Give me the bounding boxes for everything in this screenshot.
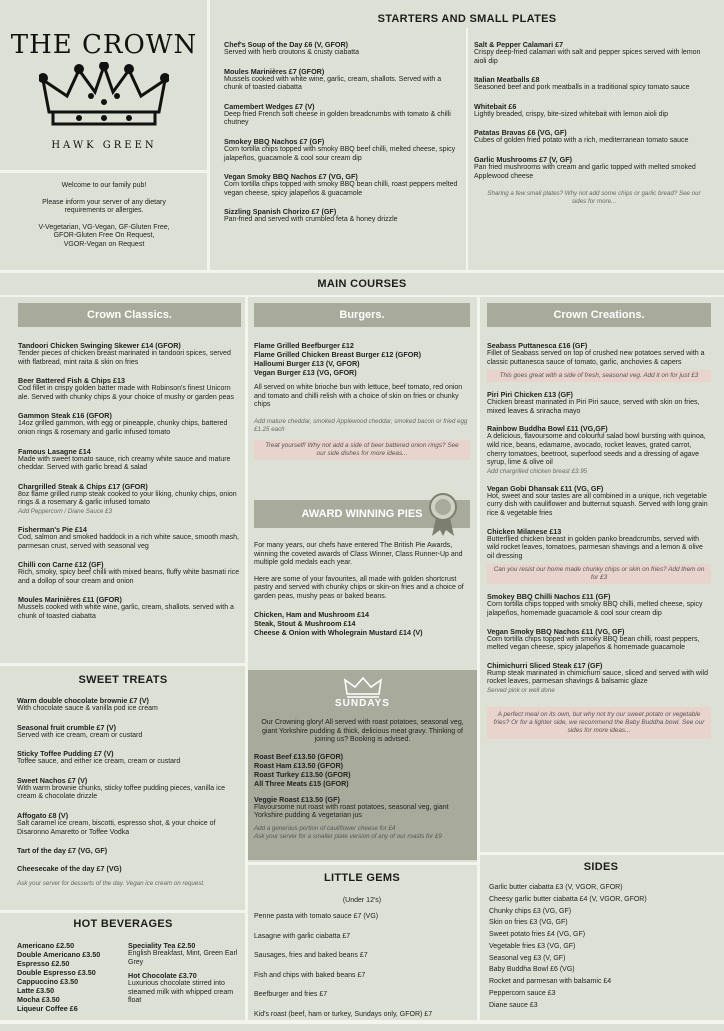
item-title: Piri Piri Chicken £13 (GF) xyxy=(487,390,573,400)
sundays-section xyxy=(248,670,477,860)
veggie-roast-title: Veggie Roast £13.50 (GF) xyxy=(254,794,340,804)
item-title: Smokey BBQ Chilli Nachos £11 (GF) xyxy=(487,592,611,602)
item-desc: Crispy deep-fried calamari with salt and pepper spices served with lemon aioli dip xyxy=(474,49,701,65)
item-title: Patatas Bravas £6 (VG, GF) xyxy=(474,128,567,138)
pie-item: Cheese & Onion with Wholegrain Mustard £14 (V) xyxy=(254,627,423,637)
crown-icon xyxy=(343,676,383,698)
item-title: Sweet Nachos £7 (V) xyxy=(17,775,88,785)
sundays-small-plate: Ask your server for a smaller plate version of any of our roasts for £9 xyxy=(254,832,442,840)
burger-item: Flame Grilled Chicken Breast Burger £12 (GFOR) xyxy=(254,350,421,359)
item-desc: Cubes of golden fried potato with a rich, mediterranean tomato sauce xyxy=(474,137,689,145)
item-desc: A delicious, flavoursome and colourful salad bowl bursting with quinoa, wild rice, beans, edamame, avocado, rocket leaves, grated carrot, cherry tomatoes, beetroot, superfood seeds and a dressing of agave syrup, lime & olive oil xyxy=(487,433,706,467)
side-item: Baby Buddha Bowl £6 (VG) xyxy=(489,966,575,974)
burger-item: Vegan Burger £13 (VG, GFOR) xyxy=(254,368,357,377)
item-desc: Made with sweet tomato sauce, rich creamy white sauce and mature cheddar. Served with garlic bread & salad xyxy=(18,455,231,472)
item-title: Cheesecake of the day £7 (VG) xyxy=(17,864,122,874)
tea-desc: English Breakfast, Mint, Green Earl Grey xyxy=(128,950,238,966)
item-title: Famous Lasagne £14 xyxy=(18,446,91,456)
item-title: Vegan Smoky BBQ Nachos £7 (VG, GF) xyxy=(224,172,358,182)
menu-item xyxy=(487,527,711,585)
hot-bev-specials xyxy=(128,941,240,1006)
pies-desc: Here are some of your favourites, all made with golden shortcrust pastry and served with chunky chips or skin-on fries and a choice of garden peas, mushy peas or baked beans. xyxy=(254,575,464,600)
divider xyxy=(0,170,208,173)
item-addon: Add Peppercorn / Diane Sauce £3 xyxy=(18,507,112,515)
item-title: Chimichurri Sliced Steak £17 (GF) xyxy=(487,660,603,670)
burgers-banner: Burgers. xyxy=(254,303,470,327)
item-title: Chicken Milanese £13 xyxy=(487,526,562,536)
kids-item: Lasagne with garlic ciabatta £7 xyxy=(254,932,351,940)
welcome-info xyxy=(14,182,194,250)
menu-item xyxy=(224,40,460,58)
side-item: Rocket and parmesan with balsamic £4 xyxy=(489,978,612,986)
item-desc: With chocolate sauce & vanilla pod ice cream xyxy=(17,705,158,712)
item-desc: Corn tortilla chips topped with smoky BBQ bean chilli, roast peppers melted vegan cheese, spicy jalapeños & guacamole xyxy=(224,181,458,197)
kids-item: Fish and chips with baked beans £7 xyxy=(254,971,366,979)
item-desc: Corn tortilla chips topped with smoky BBQ beef chilli, melted cheese, spicy jalapeños, guacamole & cool sour cream dip xyxy=(224,145,456,162)
starters-right xyxy=(474,40,714,206)
item-desc: Cod fillet in crispy golden batter made with Robinson's finest Unicorn ale. Served with chunky chips & your choice of mushy or garden peas xyxy=(18,385,234,401)
beverage-item: Double Americano £3.50 xyxy=(17,950,101,959)
item-note: Can you resist our home made chunky chips or skin on fries? Add them on for £3 xyxy=(487,564,711,584)
item-desc: Seasoned beef and pork meatballs in a traditional spicy tomato sauce xyxy=(474,84,690,92)
hot-bev-list xyxy=(17,941,125,1013)
menu-item xyxy=(17,864,239,873)
kids-item: Sausages, fries and baked beans £7 xyxy=(254,952,368,960)
burgers-section xyxy=(254,303,470,460)
item-note: This goes great with a side of fresh, seasonal veg. Add it on for just £3 xyxy=(487,370,711,382)
kids-item: Penne pasta with tomato sauce £7 (VG) xyxy=(254,913,379,920)
beverage-item: Espresso £2.50 xyxy=(17,959,70,968)
menu-item xyxy=(224,102,460,128)
item-title: Sticky Toffee Pudding £7 (V) xyxy=(17,749,114,759)
divider xyxy=(477,297,480,1024)
item-desc: Deep fried French soft cheese in golden breadcrumbs with tomato & chilli chutney xyxy=(224,110,451,127)
item-title: Chef's Soup of the Day £6 (V, GFOR) xyxy=(224,40,349,49)
sides-section xyxy=(489,884,719,1014)
item-desc: Butterflied chicken breast in golden panko breadcrumbs, served with wild rocket leaves, tomatoes, parmesan shavings and a lemon & olive oil dressing xyxy=(487,535,703,560)
burgers-addon: Add mature cheddar, smoked Applewood cheddar, smoked bacon or fried egg £1.25 each xyxy=(254,417,468,433)
crown-icon xyxy=(39,62,169,132)
pies-section xyxy=(254,500,470,637)
item-desc: Fillet of Seabass served on top of crushed new potatoes served with a classic puttanesca sauce of tomato, garlic, anchovies & capers xyxy=(487,350,705,366)
divider xyxy=(0,910,246,913)
classics-section xyxy=(18,303,241,631)
menu-item xyxy=(17,846,239,855)
item-title: Vegan Gobi Dhansak £11 (VG, GF) xyxy=(487,483,604,493)
creations-section xyxy=(487,303,711,739)
little-gems-section xyxy=(254,913,476,1031)
side-item: Sweet potato fries £4 (VG, GF) xyxy=(489,931,586,939)
beverage-item: Mocha £3.50 xyxy=(17,995,60,1004)
divider xyxy=(478,852,724,855)
menu-item xyxy=(224,137,460,163)
award-rosette-icon xyxy=(428,492,458,536)
item-desc: Rich, smoky, spicy beef chilli with mixed beans, fluffy white basmati rice and a dollop of sour cream and onion xyxy=(18,569,240,585)
creations-banner: Crown Creations. xyxy=(487,303,711,327)
item-title: Beer Battered Fish & Chips £13 xyxy=(18,376,126,386)
sundays-addon: Add a generous portion of cauliflower cheese for £4 xyxy=(254,824,396,832)
menu-item xyxy=(474,40,714,66)
side-item: Diane sauce £3 xyxy=(489,1001,538,1009)
menu-item xyxy=(224,172,460,198)
item-title: Affogato £8 (V) xyxy=(17,810,69,820)
item-title: Garlic Mushrooms £7 (V, GF) xyxy=(474,154,572,164)
classics-banner: Crown Classics. xyxy=(18,303,241,327)
legend-text: V-Vegetarian, VG-Vegan, GF-Gluten Free, xyxy=(38,223,170,231)
beverage-item: Cappuccino £3.50 xyxy=(17,977,79,986)
item-title: Whitebait £6 xyxy=(474,101,517,111)
menu-item xyxy=(18,560,241,586)
menu-item xyxy=(487,341,711,382)
beverage-item: Americano £2.50 xyxy=(17,941,75,950)
item-desc: Corn tortilla chips topped with smoky BBQ chilli, melted cheese, spicy jalapeños, homemade guacamole & cool sour cream dip xyxy=(487,601,703,617)
item-desc: Tender pieces of chicken breast marinated in tandoori spices, served with flatbread, mint raita & skin on fries xyxy=(18,350,231,366)
item-title: Gammon Steak £16 (GFOR) xyxy=(18,411,112,421)
item-desc: Chicken breast marinated in Piri Piri sauce, served with skin on fries, mixed leaves & sriracha mayo xyxy=(487,399,700,415)
divider xyxy=(246,862,478,865)
sundays-heading: SUNDAYS xyxy=(335,698,390,709)
item-title: Chilli con Carne £12 (GF) xyxy=(18,560,104,570)
item-title: Chargrilled Steak & Chips £17 (GFOR) xyxy=(18,481,148,491)
pie-item: Steak, Stout & Mushroom £14 xyxy=(254,618,356,628)
side-item: Garlic butter ciabatta £3 (V, VGOR, GFOR) xyxy=(489,884,623,891)
sweets-heading: SWEET TREATS xyxy=(78,674,168,686)
tea-title: Speciality Tea £2.50 xyxy=(128,941,196,950)
beverage-item: Latte £3.50 xyxy=(17,986,55,995)
menu-item xyxy=(17,696,239,714)
burgers-desc: All served on white brioche bun with lettuce, beef tomato, red onion and tomato and chilli relish with a choice of skin on fries or chunky chips xyxy=(254,384,463,409)
item-desc: Toffee sauce, and either ice cream, cream or custard xyxy=(17,758,181,766)
item-title: Italian Meatballs £8 xyxy=(474,75,540,85)
item-title: Seabass Puttanesca £16 (GF) xyxy=(487,341,588,350)
menu-item xyxy=(18,595,241,621)
burger-item: Flame Grilled Beefburger £12 xyxy=(254,341,354,350)
menu-item xyxy=(487,390,711,416)
pies-heading: AWARD WINNING PIES xyxy=(301,508,423,520)
item-title: Smokey BBQ Nachos £7 (GF) xyxy=(224,136,325,146)
side-item: Chunky chips £3 (VG, GF) xyxy=(489,907,572,915)
menu-item xyxy=(487,661,711,695)
menu-item xyxy=(18,411,241,437)
item-title: Salt & Pepper Calamari £7 xyxy=(474,40,564,49)
sides-heading: SIDES xyxy=(583,861,619,873)
side-item: Skin on fries £3 (VG, GF) xyxy=(489,919,568,927)
item-desc: Lightly breaded, crispy, bite-sized whitebait with lemon aioli dip xyxy=(474,110,669,118)
menu-item xyxy=(17,811,239,837)
starters-left xyxy=(224,40,460,234)
item-title: Moules Marinières £7 (GFOR) xyxy=(224,66,325,76)
item-title: Rainbow Buddha Bowl £11 (VG,GF) xyxy=(487,424,608,434)
starters-heading: STARTERS AND SMALL PLATES xyxy=(377,13,557,25)
little-gems-heading: LITTLE GEMS xyxy=(323,872,401,884)
divider xyxy=(0,295,724,297)
hot-choc-desc: Luxurious chocolate stirred into steamed milk with whipped cream float xyxy=(128,980,234,1005)
side-item: Cheesy garlic butter ciabatta £4 (V, VGOR, GFOR) xyxy=(489,895,647,903)
menu-item xyxy=(474,102,714,120)
allergy-text: Please inform your server of any dietary requirements or allergies. xyxy=(42,198,166,215)
kids-item: Beefburger and fries £7 xyxy=(254,991,328,999)
menu-item xyxy=(18,482,241,516)
sundays-desc: Our Crowning glory! All served with roast potatoes, seasonal veg, giant Yorkshire pudding & thick, delicious meat gravy. Thinking of joining us? Booking is advised. xyxy=(261,719,464,744)
item-desc: Corn tortilla chips topped with smoky BBQ bean chilli, roast peppers, melted vegan cheese, spicy jalapeños & homemade guacamole xyxy=(487,635,700,652)
item-desc: Hot, sweet and sour tastes are all combined in a unique, rich vegetable curry dish with cauliflower and butternut squash. Served with long grain rice & vegetable fries xyxy=(487,492,708,517)
starters-note: Sharing a few small plates? Why not add some chips or garlic bread? See our sides for more... xyxy=(487,190,701,206)
item-title: Warm double chocolate brownie £7 (V) xyxy=(17,696,149,705)
side-item: Peppercorn sauce £3 xyxy=(489,990,556,998)
legend-text: VGOR-Vegan on Request xyxy=(63,240,145,248)
kids-item: Kid's roast (beef, ham or turkey, Sundays only, GFOR) £7 xyxy=(254,1010,433,1018)
side-item: Vegetable fries £3 (VG, GF) xyxy=(489,942,576,950)
menu-item xyxy=(17,723,239,741)
side-item: Seasonal veg £3 (V, GF) xyxy=(489,954,566,962)
menu-item xyxy=(18,341,241,367)
menu-item xyxy=(487,484,711,519)
menu-item xyxy=(474,75,714,93)
menu-item xyxy=(17,749,239,767)
roast-item: All Three Meats £15 (GFOR) xyxy=(254,778,349,788)
menu-item xyxy=(487,592,711,618)
menu-item xyxy=(18,447,241,473)
pie-item: Chicken, Ham and Mushroom £14 xyxy=(254,609,370,619)
item-desc: Served with herb croutons & crusty ciabatta xyxy=(224,49,360,56)
roast-item: Roast Ham £13.50 (GFOR) xyxy=(254,760,344,770)
menu-item xyxy=(18,525,241,551)
menu-item xyxy=(487,627,711,653)
menu-item xyxy=(224,207,460,225)
item-desc: Mussels cooked with white wine, garlic, cream, shallots. served with a chunk of toasted ciabatta xyxy=(18,604,234,620)
item-desc: Mussels cooked with white wine, garlic, cream, shallots. Served with a chunk of toasted ciabatta xyxy=(224,75,442,92)
pies-intro: For many years, our chefs have entered The British Pie Awards, winning the coveted awards of Class Winner, Class Runner-Up and multiple gold medals each year. xyxy=(254,542,463,567)
creations-note: A perfect meal on its own, but why not try our sweet potato or vegetable fries? Or for a lighter side, we recommend the Baby Buddha bowl. See our sides for more ideas... xyxy=(487,707,711,739)
sweets-note: Ask your server for desserts of the day. Vegan ice cream on request. xyxy=(17,880,205,888)
item-title: Fisherman's Pie £14 xyxy=(18,524,87,534)
item-title: Seasonal fruit crumble £7 (V) xyxy=(17,722,117,732)
menu-item xyxy=(17,776,239,802)
item-title: Tandoori Chicken Swinging Skewer £14 (GFOR) xyxy=(18,341,181,350)
divider xyxy=(466,28,468,270)
veggie-roast-desc: Flavoursome nut roast with roast potatoes, seasonal veg, giant Yorkshire pudding & vegetarian jus xyxy=(254,803,449,820)
hot-choc-title: Hot Chocolate £3.70 xyxy=(128,971,197,981)
item-desc: 14oz grilled gammon, with egg or pineapple, chunky chips, battered onion rings & rosemary and garlic infused tomato xyxy=(18,420,228,436)
item-desc: 8oz flame grilled rump steak cooked to your liking, chunky chips, onion rings & a rosemary & garlic infused tomato xyxy=(18,490,237,507)
item-desc: Rump steak marinated in chimichurri sauce, sliced and served with wild rocket leaves, parmesan shavings & balsamic glaze xyxy=(487,669,708,686)
menu-item xyxy=(487,424,711,475)
brand-name: THE CROWN xyxy=(10,30,198,60)
item-desc: Served with ice cream, cream or custard xyxy=(17,731,143,739)
menu-item xyxy=(474,155,714,181)
brand-location: HAWK GREEN xyxy=(51,140,157,151)
divider xyxy=(0,270,724,273)
divider xyxy=(0,663,246,666)
item-title: Sizzling Spanish Chorizo £7 (GF) xyxy=(224,207,337,217)
item-desc: Pan fried mushrooms with cream and garlic topped with melted smoked Applewood cheese xyxy=(474,163,696,180)
item-desc: Cod, salmon and smoked haddock in a rich white sauce, smooth mash, parmesan crust, served with seasonal veg xyxy=(18,533,240,550)
item-title: Moules Marinières £11 (GFOR) xyxy=(18,595,122,605)
item-desc: Salt caramel ice cream, biscotti, espresso shot, & your choice of Disaronno Amaretto or Toffee Vodka xyxy=(17,819,216,836)
item-title: Vegan Smoky BBQ Nachos £11 (VG, GF) xyxy=(487,626,625,636)
welcome-text: Welcome to our family pub! xyxy=(61,182,147,189)
logo xyxy=(0,20,208,165)
roast-item: Roast Turkey £13.50 (GFOR) xyxy=(254,769,351,779)
beverage-item: Double Espresso £3.50 xyxy=(17,968,96,977)
item-addon: Add chargrilled chicken breast £3.95 xyxy=(487,467,588,475)
item-title: Tart of the day £7 (VG, GF) xyxy=(17,846,108,856)
menu-item xyxy=(224,67,460,93)
divider xyxy=(245,297,248,1024)
item-title: Camembert Wedges £7 (V) xyxy=(224,101,315,111)
main-heading: MAIN COURSES xyxy=(317,278,407,290)
item-desc: Pan-fried and served with crumbled feta & honey drizzle xyxy=(224,216,398,224)
hot-bev-heading: HOT BEVERAGES xyxy=(73,918,173,930)
item-addon: Served pink or well done xyxy=(487,686,555,694)
roast-item: Roast Beef £13.50 (GFOR) xyxy=(254,751,344,761)
beverage-item: Liqueur Coffee £6 xyxy=(17,1004,78,1013)
menu-item xyxy=(474,128,714,146)
pies-banner xyxy=(254,500,470,528)
menu-item xyxy=(18,376,241,402)
legend-text: GFOR-Gluten Free On Request, xyxy=(53,232,155,240)
sweets-section xyxy=(17,696,239,888)
burger-item: Halloumi Burger £13 (V, GFOR) xyxy=(254,359,360,368)
little-gems-sub: (Under 12's) xyxy=(342,897,382,904)
burgers-note: Treat yourself! Why not add a side of beer battered onion rings? See our side dishes for more ideas... xyxy=(254,440,470,460)
item-desc: With warm brownie chunks, sticky toffee pudding pieces, vanilla ice cream & chocolate drizzle xyxy=(17,784,226,801)
